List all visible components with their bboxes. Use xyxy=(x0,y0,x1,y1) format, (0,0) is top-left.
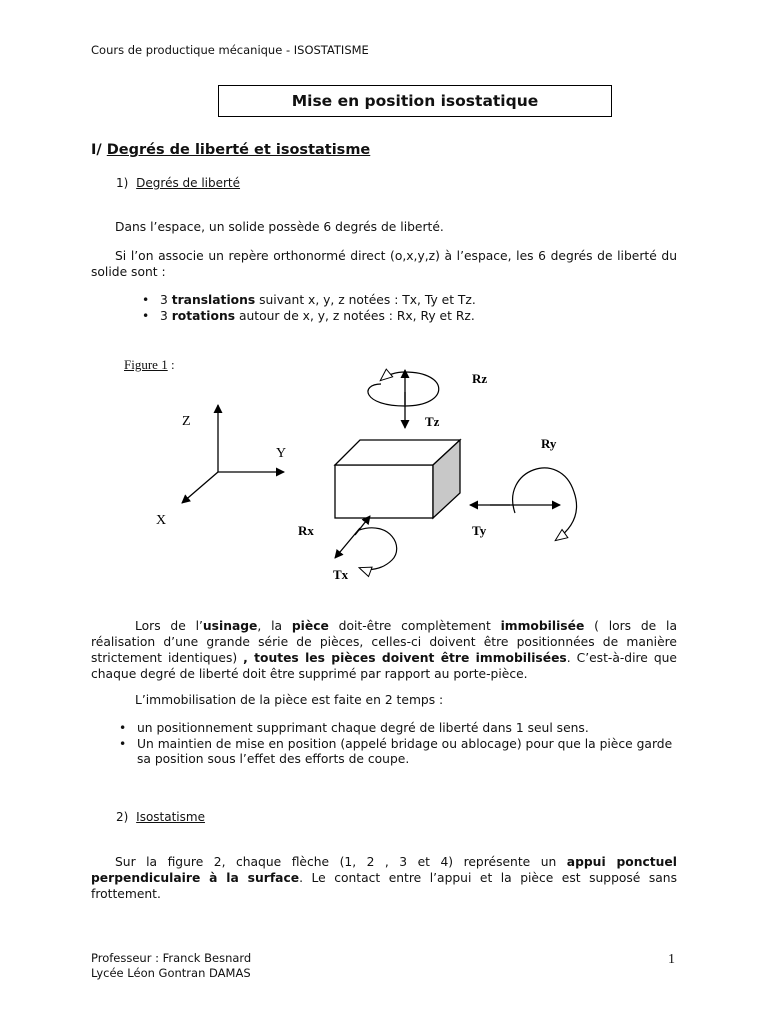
label-ry: Ry xyxy=(541,436,557,451)
steps-list xyxy=(115,721,677,768)
list-item: • 3 rotations autour de x, y, z notées : Rx, Ry et Rz. xyxy=(138,309,678,325)
coordinate-axes xyxy=(182,405,287,503)
label-tz: Tz xyxy=(425,414,440,429)
label-rx: Rx xyxy=(298,523,314,538)
list-item: • 3 translations suivant x, y, z notées : Tx, Ty et Tz. xyxy=(138,293,678,309)
section-number: I/ xyxy=(91,142,102,158)
paragraph-dof-count: Dans l’espace, un solide possède 6 degrés de liberté. xyxy=(115,220,444,234)
translation-tx-arrow-out xyxy=(335,528,360,558)
page-header: Cours de productique mécanique - ISOSTATISME xyxy=(91,43,369,57)
footer-author: Professeur : Franck Besnard xyxy=(91,951,252,965)
paragraph-two-steps: L’immobilisation de la pièce est faite en 2 temps : xyxy=(135,693,444,707)
axis-label-z: Z xyxy=(182,414,191,429)
paragraph-reference-frame: Si l’on associe un repère orthonormé direct (o,x,y,z) à l’espace, les 6 degrés de liberté du solide sont : xyxy=(91,249,677,279)
paragraph-machining: Lors de l’usinage, la pièce doit-être complètement immobilisée ( lors de la réalisation d’une grande série de pièces, celles-ci doivent être positionnées de manière strictement identiques) , toutes les pièces doivent être immobilisées. C’est-à-dire que chaque degré de liberté doit être supprimé par rapport au porte-pièce. xyxy=(91,619,678,681)
paragraph-isostatism: Sur la figure 2, chaque flèche (1, 2 , 3 et 4) représente un appui ponctuel perpendiculaire à la surface. Le contact entre l’appui et la pièce est supposé sans frottement. xyxy=(91,855,678,901)
subsection-number: 1) xyxy=(116,176,129,190)
solid-block xyxy=(335,440,460,518)
page-number: 1 xyxy=(668,952,675,967)
label-ty: Ty xyxy=(472,523,487,538)
subsection-title: Degrés de liberté xyxy=(136,176,241,190)
subsection-number: 2) xyxy=(116,810,129,824)
subsection-heading-1 xyxy=(116,176,240,190)
list-item: • un positionnement supprimant chaque degré de liberté dans 1 seul sens. xyxy=(115,721,677,737)
figure-1-diagram xyxy=(140,355,600,595)
page-title: Mise en position isostatique xyxy=(218,85,612,117)
label-tx: Tx xyxy=(333,567,349,582)
rotation-rz-arrow xyxy=(368,372,439,406)
section-heading xyxy=(91,142,370,158)
subsection-title: Isostatisme xyxy=(136,810,205,824)
rotation-ry-arrow xyxy=(513,468,577,540)
axis-label-x: X xyxy=(156,513,167,528)
subsection-heading-2 xyxy=(116,810,205,824)
figure-caption: Figure 1 : xyxy=(124,357,175,372)
page-footer xyxy=(91,951,251,981)
section-title: Degrés de liberté et isostatisme xyxy=(106,142,371,158)
list-item: • Un maintien de mise en position (appelé bridage ou ablocage) pour que la pièce garde sa position sous l’effet des efforts de coupe. xyxy=(115,737,677,768)
axis-label-y: Y xyxy=(276,446,287,461)
dof-list xyxy=(138,293,678,324)
rotation-rx-arrow xyxy=(359,528,397,570)
label-rz: Rz xyxy=(472,371,488,386)
footer-school: Lycée Léon Gontran DAMAS xyxy=(91,966,251,980)
